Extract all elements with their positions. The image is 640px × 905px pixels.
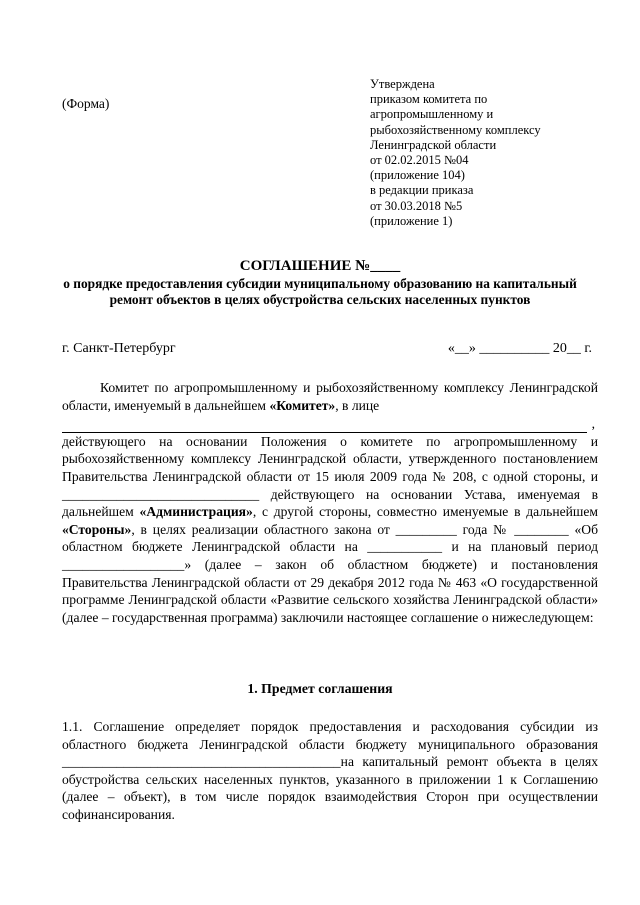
parties-term: «Стороны» xyxy=(62,521,132,537)
preamble-text: Комитет по агропромышленному и рыбохозяйственному комплексу Ленинградской области, именуемый в дальнейшем xyxy=(62,380,598,413)
approval-stamp xyxy=(370,77,541,229)
approval-line: (приложение 104) xyxy=(370,168,465,183)
section-1-body xyxy=(62,718,598,824)
date-line: «__» __________ 20__ г. xyxy=(447,341,592,356)
preamble-text: , в лице xyxy=(335,397,380,413)
approval-line: от 02.02.2015 №04 xyxy=(370,153,469,168)
preamble-text: , с другой стороны, совместно именуемые в дальнейшем xyxy=(252,504,599,520)
approval-line: рыбохозяйственному комплексу xyxy=(370,122,541,137)
agreement-title: СОГЛАШЕНИЕ №____ xyxy=(239,258,401,274)
approval-line: Ленинградской области xyxy=(370,137,497,152)
agreement-subtitle: о порядке предоставления субсидии муниципальному образованию на капитальный ремонт объектов в целях обустройства сельских населенных пунктов xyxy=(63,276,577,307)
approval-line: приказом комитета по xyxy=(370,92,488,107)
preamble-text: , в целях реализации областного закона от _________ года № ________ «Об областном бюджете Ленинградской области на ___________ и на плановый период __________________» (далее – закон об областном бюджете) и постановления Правительства Ленинградской области от 29 декабря 2012 года № 463 «О государственной программе Ленинградской области «Развитие сельского хозяйства Ленинградской области» (далее – государственная программа) заключили настоящее соглашение о нижеследующем: xyxy=(62,521,598,625)
blank-comma: , xyxy=(591,416,595,432)
approval-line: (приложение 1) xyxy=(370,213,453,228)
approval-line: агропромышленному и xyxy=(370,107,494,122)
clause-1-1: 1.1. Соглашение определяет порядок предоставления и расходования субсидии из областного бюджета Ленинградской области бюджету муниципального образования _________________________________________на капитальный ремонт объекта в целях обустройства сельских населенных пунктов, указанного в приложении 1 к Соглашению (далее – объект), в том числе порядок взаимодействия Сторон при осуществлении софинансирования. xyxy=(62,719,598,822)
preamble xyxy=(62,379,598,626)
representative-blank-line xyxy=(62,414,595,433)
committee-term: «Комитет» xyxy=(269,397,336,413)
preamble-paragraph-1 xyxy=(62,379,598,414)
preamble-paragraph-2 xyxy=(62,433,598,627)
preamble-text: действующего на основании Положения о комитете по агропромышленному и рыбохозяйственному комплексу Ленинградской области, утвержденного постановлением Правительства Ленинградской области от 15 июля 2009 года № 208, с одной стороны, и _____________________________ действующего на основании Устава, именуемая в дальнейшем xyxy=(62,433,598,520)
approval-line: в редакции приказа xyxy=(370,183,474,198)
form-label: (Форма) xyxy=(62,96,110,111)
approval-line: Утверждена xyxy=(370,77,435,91)
administration-term: «Администрация» xyxy=(139,504,253,520)
approval-line: от 30.03.2018 №5 xyxy=(370,198,463,213)
section-1-heading: 1. Предмет соглашения xyxy=(247,681,393,696)
city-line: г. Санкт-Петербург xyxy=(62,341,176,356)
